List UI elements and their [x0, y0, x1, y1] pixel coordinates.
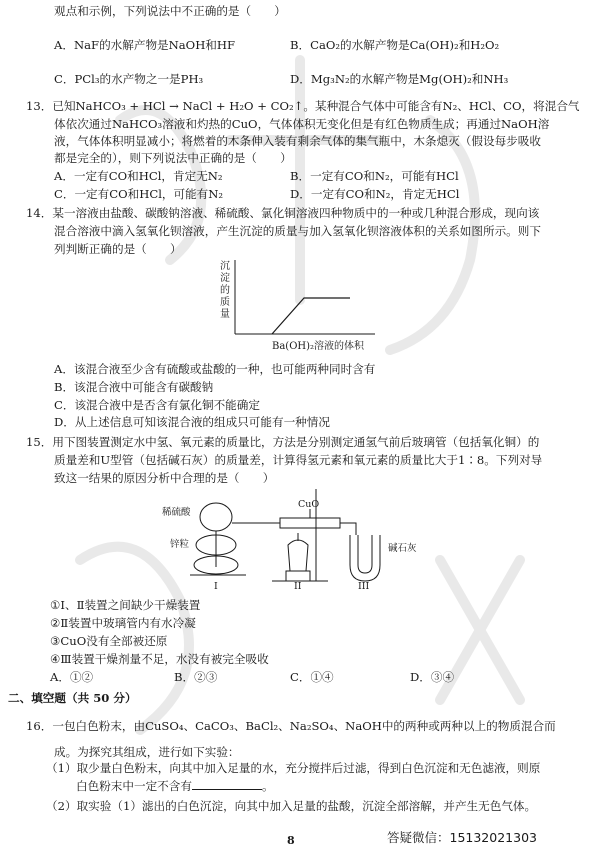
- label-apparatus-III: III: [358, 581, 370, 592]
- graph-ylabel-char: 淀: [220, 273, 230, 284]
- q13-stem-line4: 都是完全的），则下列说法中正确的是（ ）: [54, 151, 292, 165]
- q15-stem-line2: 质量差和U型管（包括碱石灰）的质量差，计算得氢元素和氧元素的质量比大于1∶8。下列对导: [54, 453, 543, 467]
- q14-precipitate-graph: [200, 256, 380, 356]
- q14-option-d: D．从上述信息可知该混合液的组成只可能有一种情况: [54, 415, 330, 429]
- page-number: 8: [287, 834, 295, 847]
- q15-stem-line1: 15．用下图装置测定水中氢、氧元素的质量比，方法是分别测定通氢气前后玻璃管（包括氧化铜）的: [26, 435, 540, 449]
- label-zinc-granules: 锌粒: [170, 539, 190, 550]
- q16-stem-line2: 成。为探究其组成，进行如下实验：: [54, 745, 240, 759]
- lamp-block: [286, 571, 310, 581]
- q12-option-c: C．PCl₃的水产物之一是PH₃: [54, 72, 204, 86]
- q13-option-d: D．一定有CO和N₂，肯定无HCl: [290, 187, 460, 201]
- cuo-glass-tube: [280, 518, 340, 528]
- label-apparatus-I: I: [214, 581, 218, 592]
- q14-stem-line1: 14．某一溶液由盐酸、碳酸钠溶液、稀硫酸、氯化铜溶液四种物质中的一种或几种混合形成，现向该: [26, 206, 540, 220]
- q16-part2: （2）取实验（1）滤出的白色沉淀，向其中加入足量的盐酸，沉淀全部溶解，并产生无色气体。: [46, 799, 537, 813]
- q15-apparatus-diagram: [160, 485, 430, 593]
- graph-ylabel-char: 的: [220, 285, 230, 296]
- q14-option-a: A．该混合液至少含有硫酸或盐酸的一种，也可能两种同时含有: [54, 362, 376, 376]
- graph-ylabel-char: 质: [220, 297, 230, 308]
- contact-info: 答疑微信：15132021303: [387, 830, 537, 845]
- q15-statement-2: ②Ⅱ装置中玻璃管内有水冷凝: [50, 616, 196, 630]
- q13-option-c: C．一定有CO和HCl，可能有N₂: [54, 187, 224, 201]
- graph-xlabel: Ba(OH)₂溶液的体积: [272, 341, 365, 352]
- q16-stem-line1: 16．一包白色粉末，由CuSO₄、CaCO₃、BaCl₂、Na₂SO₄、NaOH中的两种或两种以上的物质混合而: [26, 719, 556, 733]
- alcohol-lamp: [288, 540, 308, 571]
- q14-option-c: C．该混合液中是否含有氯化铜不能确定: [54, 398, 260, 412]
- q15-option-c: C．①④: [290, 670, 334, 684]
- q16-part1-line1: （1）取少量白色粉末，向其中加入足量的水，充分搅拌后过滤，得到白色沉淀和无色滤液，则原: [46, 761, 541, 775]
- q12-option-b: B．CaO₂的水解产物是Ca(OH)₂和H₂O₂: [290, 38, 500, 52]
- q12-option-d: D．Mg₃N₂的水解产物是Mg(OH)₂和NH₃: [290, 72, 509, 86]
- q13-stem-line3: 液，气体体积明显减小；将燃着的木条伸入装有剩余气体的集气瓶中，木条熄灭（假设每步吸收: [54, 134, 541, 148]
- q14-option-b: B．该混合液中可能含有碳酸钠: [54, 380, 214, 394]
- q13-stem-line2: 体依次通过NaHCO₃溶液和灼热的CuO，气体体积无变化但是有红色物质生成；再通过NaOH溶: [54, 117, 550, 131]
- graph-curve: [272, 298, 350, 334]
- q14-stem-line3: 列判断正确的是（ ）: [54, 242, 182, 256]
- q16-part1-text: 白色粉末中一定不含有: [76, 779, 192, 793]
- q15-stem-line3: 致这一结果的原因分析中合理的是（ ）: [54, 471, 275, 485]
- label-cuo: CuO: [298, 499, 320, 510]
- kipp-top-bulb: [200, 503, 232, 531]
- q15-statement-3: ③CuO没有全部被还原: [50, 634, 168, 648]
- u-tube: [350, 535, 380, 581]
- graph-ylabel-char: 量: [220, 309, 230, 320]
- q15-option-a: A．①②: [50, 670, 94, 684]
- q14-stem-line2: 混合溶液中滴入氢氧化钡溶液，产生沉淀的质量与加入氢氧化钡溶液体积的关系如图所示。则下: [54, 224, 541, 238]
- q13-option-b: B．一定有CO和N₂，可能有HCl: [290, 169, 459, 183]
- answer-blank[interactable]: [192, 777, 262, 790]
- q12-stem: 观点和示例，下列说法中不正确的是（ ）: [54, 4, 286, 18]
- q13-stem-line1: 13．已知NaHCO₃ + HCl → NaCl + H₂O + CO₂↑。某种混合气体中可能含有N₂、HCl、CO，将混合气: [26, 99, 580, 113]
- label-soda-lime: 碱石灰: [388, 543, 417, 554]
- graph-ylabel-char: 沉: [220, 261, 230, 272]
- label-dilute-sulfuric-acid: 稀硫酸: [162, 507, 191, 518]
- q15-option-d: D．③④: [410, 670, 455, 684]
- label-apparatus-II: II: [294, 581, 302, 592]
- q12-option-a: A．NaF的水解产物是NaOH和HF: [54, 38, 236, 52]
- q15-statement-1: ①Ⅰ、Ⅱ装置之间缺少干燥装置: [50, 598, 201, 612]
- q16-part1-end: 。: [261, 779, 274, 793]
- section-title-fill-in: 二、填空题（共 50 分）: [8, 691, 137, 705]
- q16-part1-line2: [76, 777, 274, 794]
- q15-statement-4: ④Ⅲ装置干燥剂量不足，水没有被完全吸收: [50, 652, 269, 666]
- q15-option-b: B．②③: [174, 670, 218, 684]
- q13-option-a: A．一定有CO和HCl，肯定无N₂: [54, 169, 223, 183]
